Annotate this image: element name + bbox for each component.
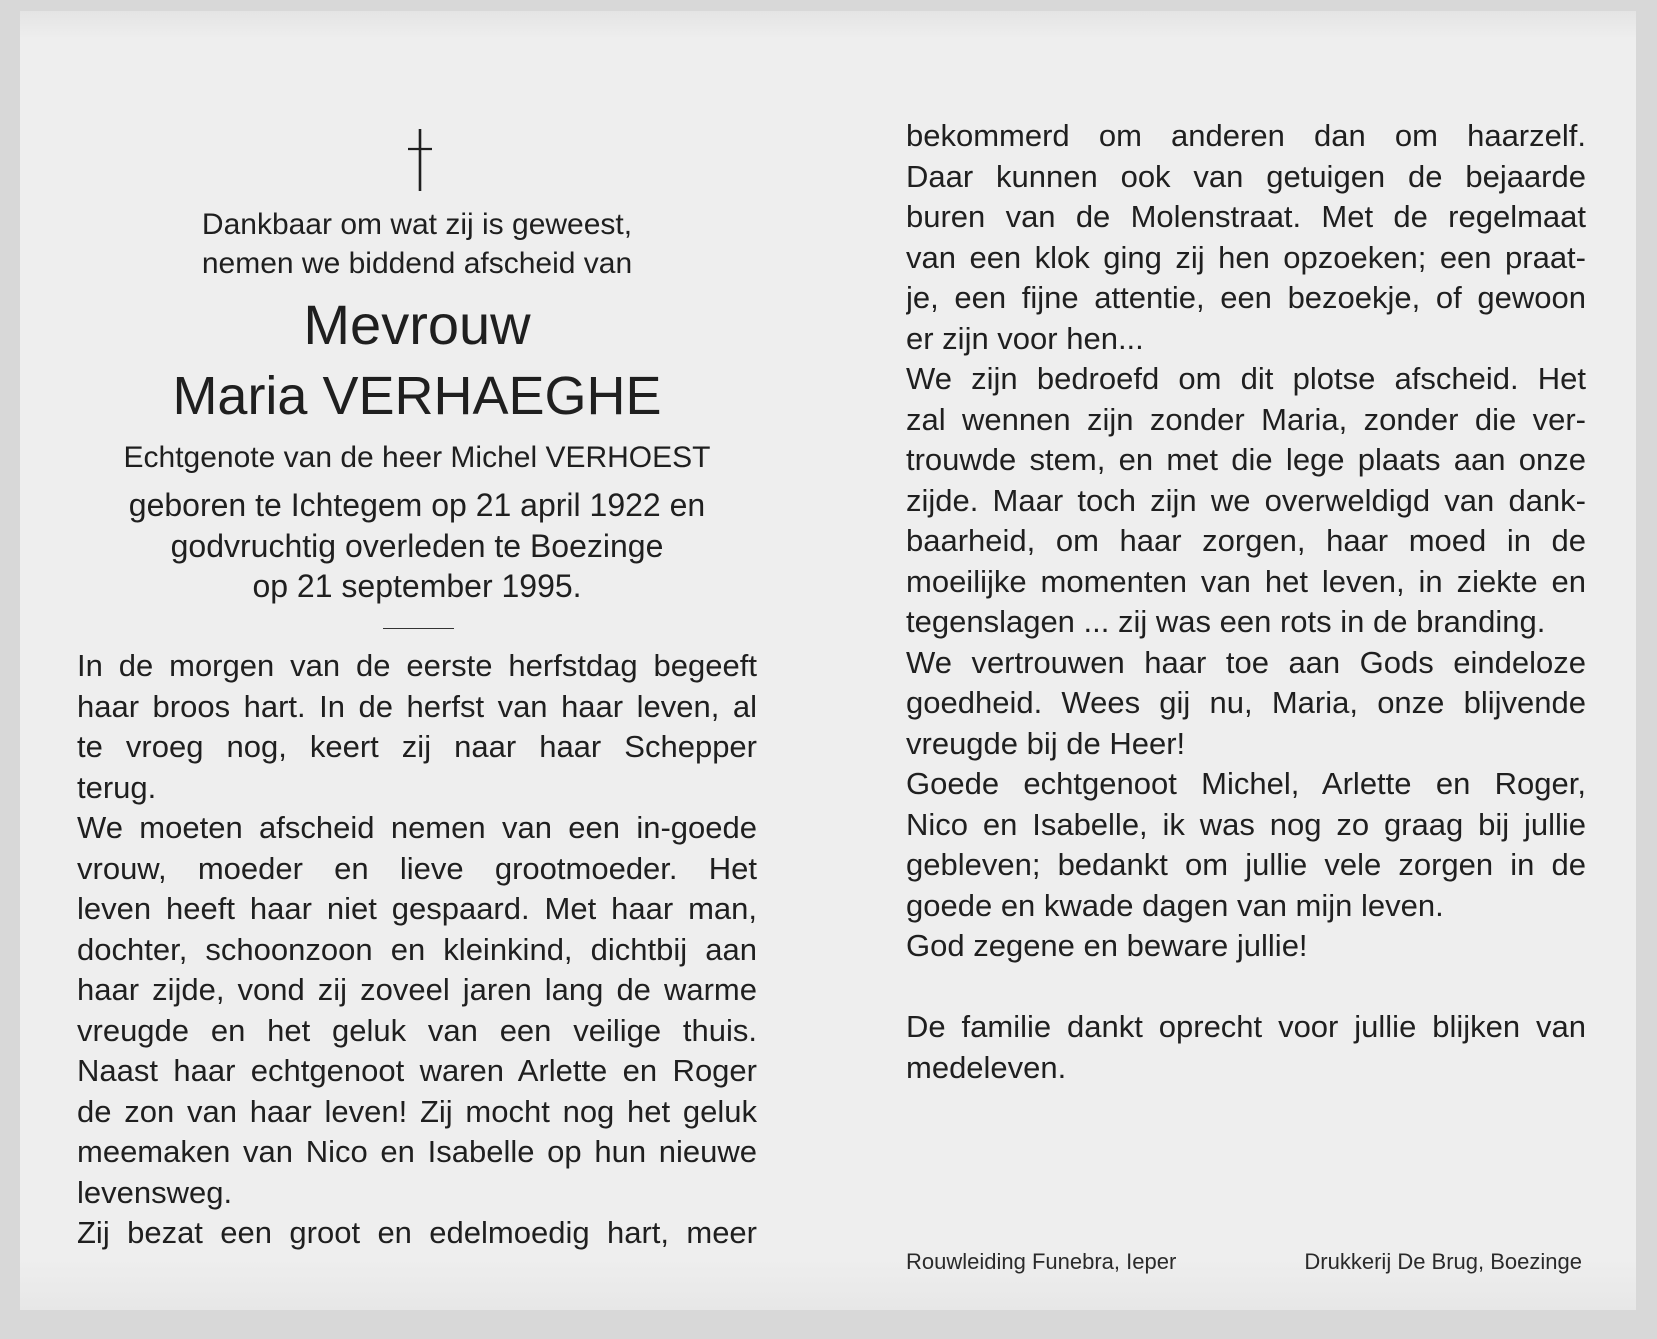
- family-thanks: [906, 1007, 1586, 1088]
- text-line: haar broos hart. In de herfst van haar leven, al: [77, 688, 757, 724]
- paragraph: [906, 643, 1586, 765]
- text-line: vrouw, moeder en lieve grootmoeder. Het: [77, 850, 757, 886]
- text-line: In de morgen van de eerste herfstdag begeeft: [77, 648, 757, 683]
- undertaker-credit: Rouwleiding Funebra, Ieper: [906, 1249, 1177, 1274]
- spouse-line: Echtgenote van de heer Michel VERHOEST: [123, 441, 711, 474]
- text-line: God zegene en beware jullie!: [906, 928, 1308, 963]
- text-line: de zon van haar leven! Zij mocht nog het geluk: [77, 1093, 757, 1129]
- text-line: goedheid. Wees gij nu, Maria, onze blijvende: [906, 685, 1586, 720]
- paragraph: [77, 808, 757, 1213]
- text-line: Nico en Isabelle, ik was nog zo graag bij jullie: [906, 806, 1586, 842]
- text-line: We moeten afscheid nemen van een in-goede: [77, 810, 757, 845]
- deceased-name: Maria VERHAEGHE: [172, 366, 662, 426]
- text-line: tegenslagen ... zij was een rots in de branding.: [906, 604, 1546, 639]
- text-line: moeilijke momenten van het leven, in ziekte en: [906, 563, 1586, 599]
- text-line: terug.: [77, 769, 157, 805]
- text-line: vreugde en het geluk van een veilige thuis.: [77, 1012, 757, 1048]
- text-line: levensweg.: [77, 1174, 233, 1210]
- paragraph: [77, 646, 757, 808]
- right-column-text: [906, 116, 1586, 1088]
- section-divider: [383, 628, 454, 629]
- text-line: trouwde stem, en met die lege plaats aan onze: [906, 442, 1586, 477]
- text-line: haar zijde, vond zij zoveel jaren lang de warme: [77, 972, 757, 1007]
- left-column-text: [77, 646, 757, 1254]
- text-line: Daar kunnen ook van getuigen de bejaarde: [906, 158, 1586, 194]
- text-line: te vroeg nog, keert zij naar haar Schepper: [77, 729, 757, 764]
- text-line: zal wennen zijn zonder Maria, zonder die ver-: [906, 401, 1586, 437]
- text-line: bekommerd om anderen dan om haarzelf.: [906, 118, 1586, 153]
- intro-line-2: nemen we biddend afscheid van: [201, 247, 633, 280]
- text-line: meemaken van Nico en Isabelle op hun nieuwe: [77, 1134, 757, 1169]
- text-line: We vertrouwen haar toe aan Gods eindeloze: [906, 644, 1586, 680]
- printer-credit: Drukkerij De Brug, Boezinge: [1304, 1249, 1582, 1274]
- paragraph: [77, 1213, 757, 1254]
- text-line: medeleven.: [906, 1049, 1067, 1085]
- text-line: van een klok ging zij hen opzoeken; een praat-: [906, 239, 1586, 275]
- text-line: gebleven; bedankt om jullie vele zorgen in de: [906, 847, 1586, 882]
- text-line: dochter, schoonzoon en kleinkind, dichtbij aan: [77, 931, 757, 967]
- text-line: je, een fijne attentie, een bezoekje, of gewoon: [906, 280, 1586, 315]
- text-line: buren van de Molenstraat. Met de regelmaat: [906, 199, 1586, 234]
- text-line: er zijn voor hen...: [906, 320, 1144, 356]
- text-line: zijde. Maar toch zijn we overweldigd van dank-: [906, 482, 1586, 518]
- salutation: Mevrouw: [303, 293, 531, 356]
- text-line: Zij bezat een groot en edelmoedig hart, meer: [77, 1215, 757, 1250]
- paragraph: [906, 359, 1586, 643]
- text-line: leven heeft haar niet gespaard. Met haar man,: [77, 891, 757, 926]
- death-line: godvruchtig overleden te Boezinge: [170, 528, 664, 564]
- text-line: goede en kwade dagen van mijn leven.: [906, 887, 1444, 923]
- death-date-line: op 21 september 1995.: [252, 568, 582, 604]
- paragraph: [906, 116, 1586, 359]
- text-line: vreugde bij de Heer!: [906, 725, 1186, 761]
- birth-line: geboren te Ichtegem op 21 april 1922 en: [128, 487, 706, 523]
- text-line: Naast haar echtgenoot waren Arlette en Roger: [77, 1053, 757, 1088]
- cross-icon: [400, 125, 440, 195]
- paragraph: [906, 926, 1586, 967]
- intro-line-1: Dankbaar om wat zij is geweest,: [201, 208, 633, 241]
- text-line: We zijn bedroefd om dit plotse afscheid. Het: [906, 361, 1586, 396]
- text-line: De familie dankt oprecht voor jullie blijken van: [906, 1009, 1586, 1044]
- text-line: Goede echtgenoot Michel, Arlette en Roger,: [906, 766, 1586, 801]
- paragraph: [906, 764, 1586, 926]
- text-line: baarheid, om haar zorgen, haar moed in de: [906, 523, 1586, 558]
